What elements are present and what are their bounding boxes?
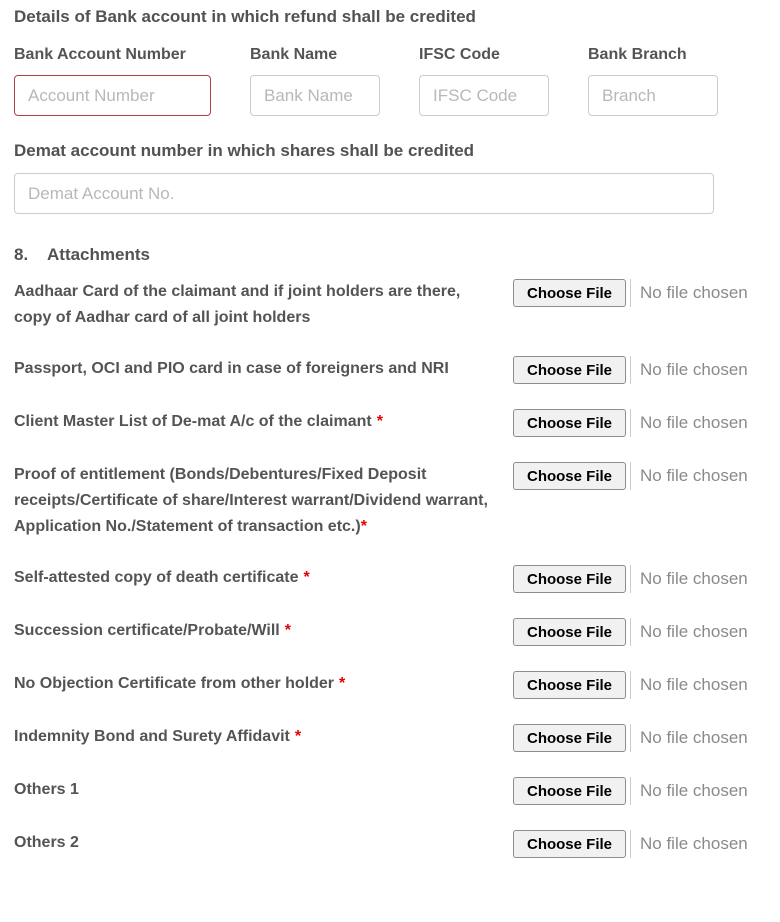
required-asterisk: *	[376, 413, 383, 430]
no-file-chosen-text: No file chosen	[640, 283, 748, 302]
refund-claim-form	[14, 6, 766, 858]
required-asterisk: *	[303, 569, 310, 586]
attachment-label: Passport, OCI and PIO card in case of foreigners and NRI	[14, 360, 449, 377]
attachment-row-others-2	[14, 830, 766, 858]
no-file-chosen-text: No file chosen	[640, 360, 748, 379]
required-asterisk: *	[294, 728, 302, 745]
bank-details-heading: Details of Bank account in which refund shall be credited	[14, 7, 476, 26]
bank-name-input[interactable]	[250, 75, 380, 116]
required-asterisk: *	[284, 622, 291, 639]
file-upload-control	[513, 618, 766, 646]
file-upload-control	[513, 830, 766, 858]
bank-fields-row	[14, 46, 766, 116]
file-input-separator	[630, 462, 631, 490]
ifsc-code-field	[419, 46, 588, 116]
bank-branch-input[interactable]	[588, 75, 718, 116]
file-upload-control	[513, 565, 766, 593]
no-file-chosen-text: No file chosen	[640, 675, 748, 694]
no-file-chosen-text: No file chosen	[640, 622, 748, 641]
file-input-separator	[630, 565, 631, 593]
file-input-separator	[630, 409, 631, 437]
choose-file-button[interactable]: Choose File	[513, 618, 626, 646]
file-input-separator	[630, 671, 631, 699]
attachment-row-death-certificate	[14, 565, 766, 593]
ifsc-code-label: IFSC Code	[419, 46, 500, 63]
attachment-row-others-1	[14, 777, 766, 805]
choose-file-button[interactable]: Choose File	[513, 565, 626, 593]
no-file-chosen-text: No file chosen	[640, 728, 748, 747]
file-input-separator	[630, 777, 631, 805]
attachment-label: Self-attested copy of death certificate *	[14, 569, 310, 586]
attachments-list	[14, 279, 766, 858]
bank-account-number-label: Bank Account Number	[14, 46, 186, 63]
attachments-section-number: 8.	[14, 245, 29, 264]
file-input-separator	[630, 830, 631, 858]
attachment-label: Client Master List of De-mat A/c of the claimant *	[14, 413, 383, 430]
bank-account-number-field	[14, 46, 250, 116]
attachment-row-succession-certificate	[14, 618, 766, 646]
attachments-section-title: Attachments	[47, 245, 150, 264]
attachment-label: No Objection Certificate from other holder *	[14, 675, 346, 692]
file-upload-control	[513, 462, 766, 490]
no-file-chosen-text: No file chosen	[640, 413, 748, 432]
no-file-chosen-text: No file chosen	[640, 569, 748, 588]
ifsc-code-input[interactable]	[419, 75, 549, 116]
file-input-separator	[630, 356, 631, 384]
attachment-row-noc-other-holder	[14, 671, 766, 699]
bank-name-label: Bank Name	[250, 46, 338, 63]
file-upload-control	[513, 409, 766, 437]
file-input-separator	[630, 279, 631, 307]
required-asterisk: *	[360, 518, 367, 535]
attachment-label: Proof of entitlement (Bonds/Debentures/Fixed Deposit receipts/Certificate of share/Interest warrant/Dividend warrant, Application No./Statement of transaction etc.)*	[14, 466, 488, 535]
attachment-row-aadhaar-card	[14, 279, 766, 331]
attachment-label: Aadhaar Card of the claimant and if joint holders are there, copy of Aadhar card of all joint holders	[14, 283, 461, 326]
attachment-label: Indemnity Bond and Surety Affidavit *	[14, 728, 302, 745]
demat-account-input[interactable]	[14, 173, 714, 214]
choose-file-button[interactable]: Choose File	[513, 356, 626, 384]
required-asterisk: *	[339, 675, 346, 692]
file-upload-control	[513, 777, 766, 805]
attachment-label: Others 1	[14, 781, 79, 798]
bank-account-number-input[interactable]	[14, 75, 211, 116]
no-file-chosen-text: No file chosen	[640, 834, 748, 853]
attachment-label: Others 2	[14, 834, 79, 851]
choose-file-button[interactable]: Choose File	[513, 724, 626, 752]
choose-file-button[interactable]: Choose File	[513, 830, 626, 858]
no-file-chosen-text: No file chosen	[640, 466, 748, 485]
choose-file-button[interactable]: Choose File	[513, 279, 626, 307]
choose-file-button[interactable]: Choose File	[513, 671, 626, 699]
bank-branch-field	[588, 46, 757, 116]
choose-file-button[interactable]: Choose File	[513, 462, 626, 490]
attachment-row-proof-of-entitlement	[14, 462, 766, 540]
attachment-row-client-master-list	[14, 409, 766, 437]
file-upload-control	[513, 279, 766, 307]
file-input-separator	[630, 618, 631, 646]
file-upload-control	[513, 671, 766, 699]
attachment-label: Succession certificate/Probate/Will *	[14, 622, 291, 639]
bank-name-field	[250, 46, 419, 116]
attachments-heading	[14, 244, 766, 265]
file-upload-control	[513, 724, 766, 752]
choose-file-button[interactable]: Choose File	[513, 777, 626, 805]
attachment-row-passport-oci-pio	[14, 356, 766, 384]
attachment-row-indemnity-bond	[14, 724, 766, 752]
no-file-chosen-text: No file chosen	[640, 781, 748, 800]
demat-heading: Demat account number in which shares shall be credited	[14, 141, 475, 160]
file-input-separator	[630, 724, 631, 752]
file-upload-control	[513, 356, 766, 384]
choose-file-button[interactable]: Choose File	[513, 409, 626, 437]
bank-branch-label: Bank Branch	[588, 46, 687, 63]
